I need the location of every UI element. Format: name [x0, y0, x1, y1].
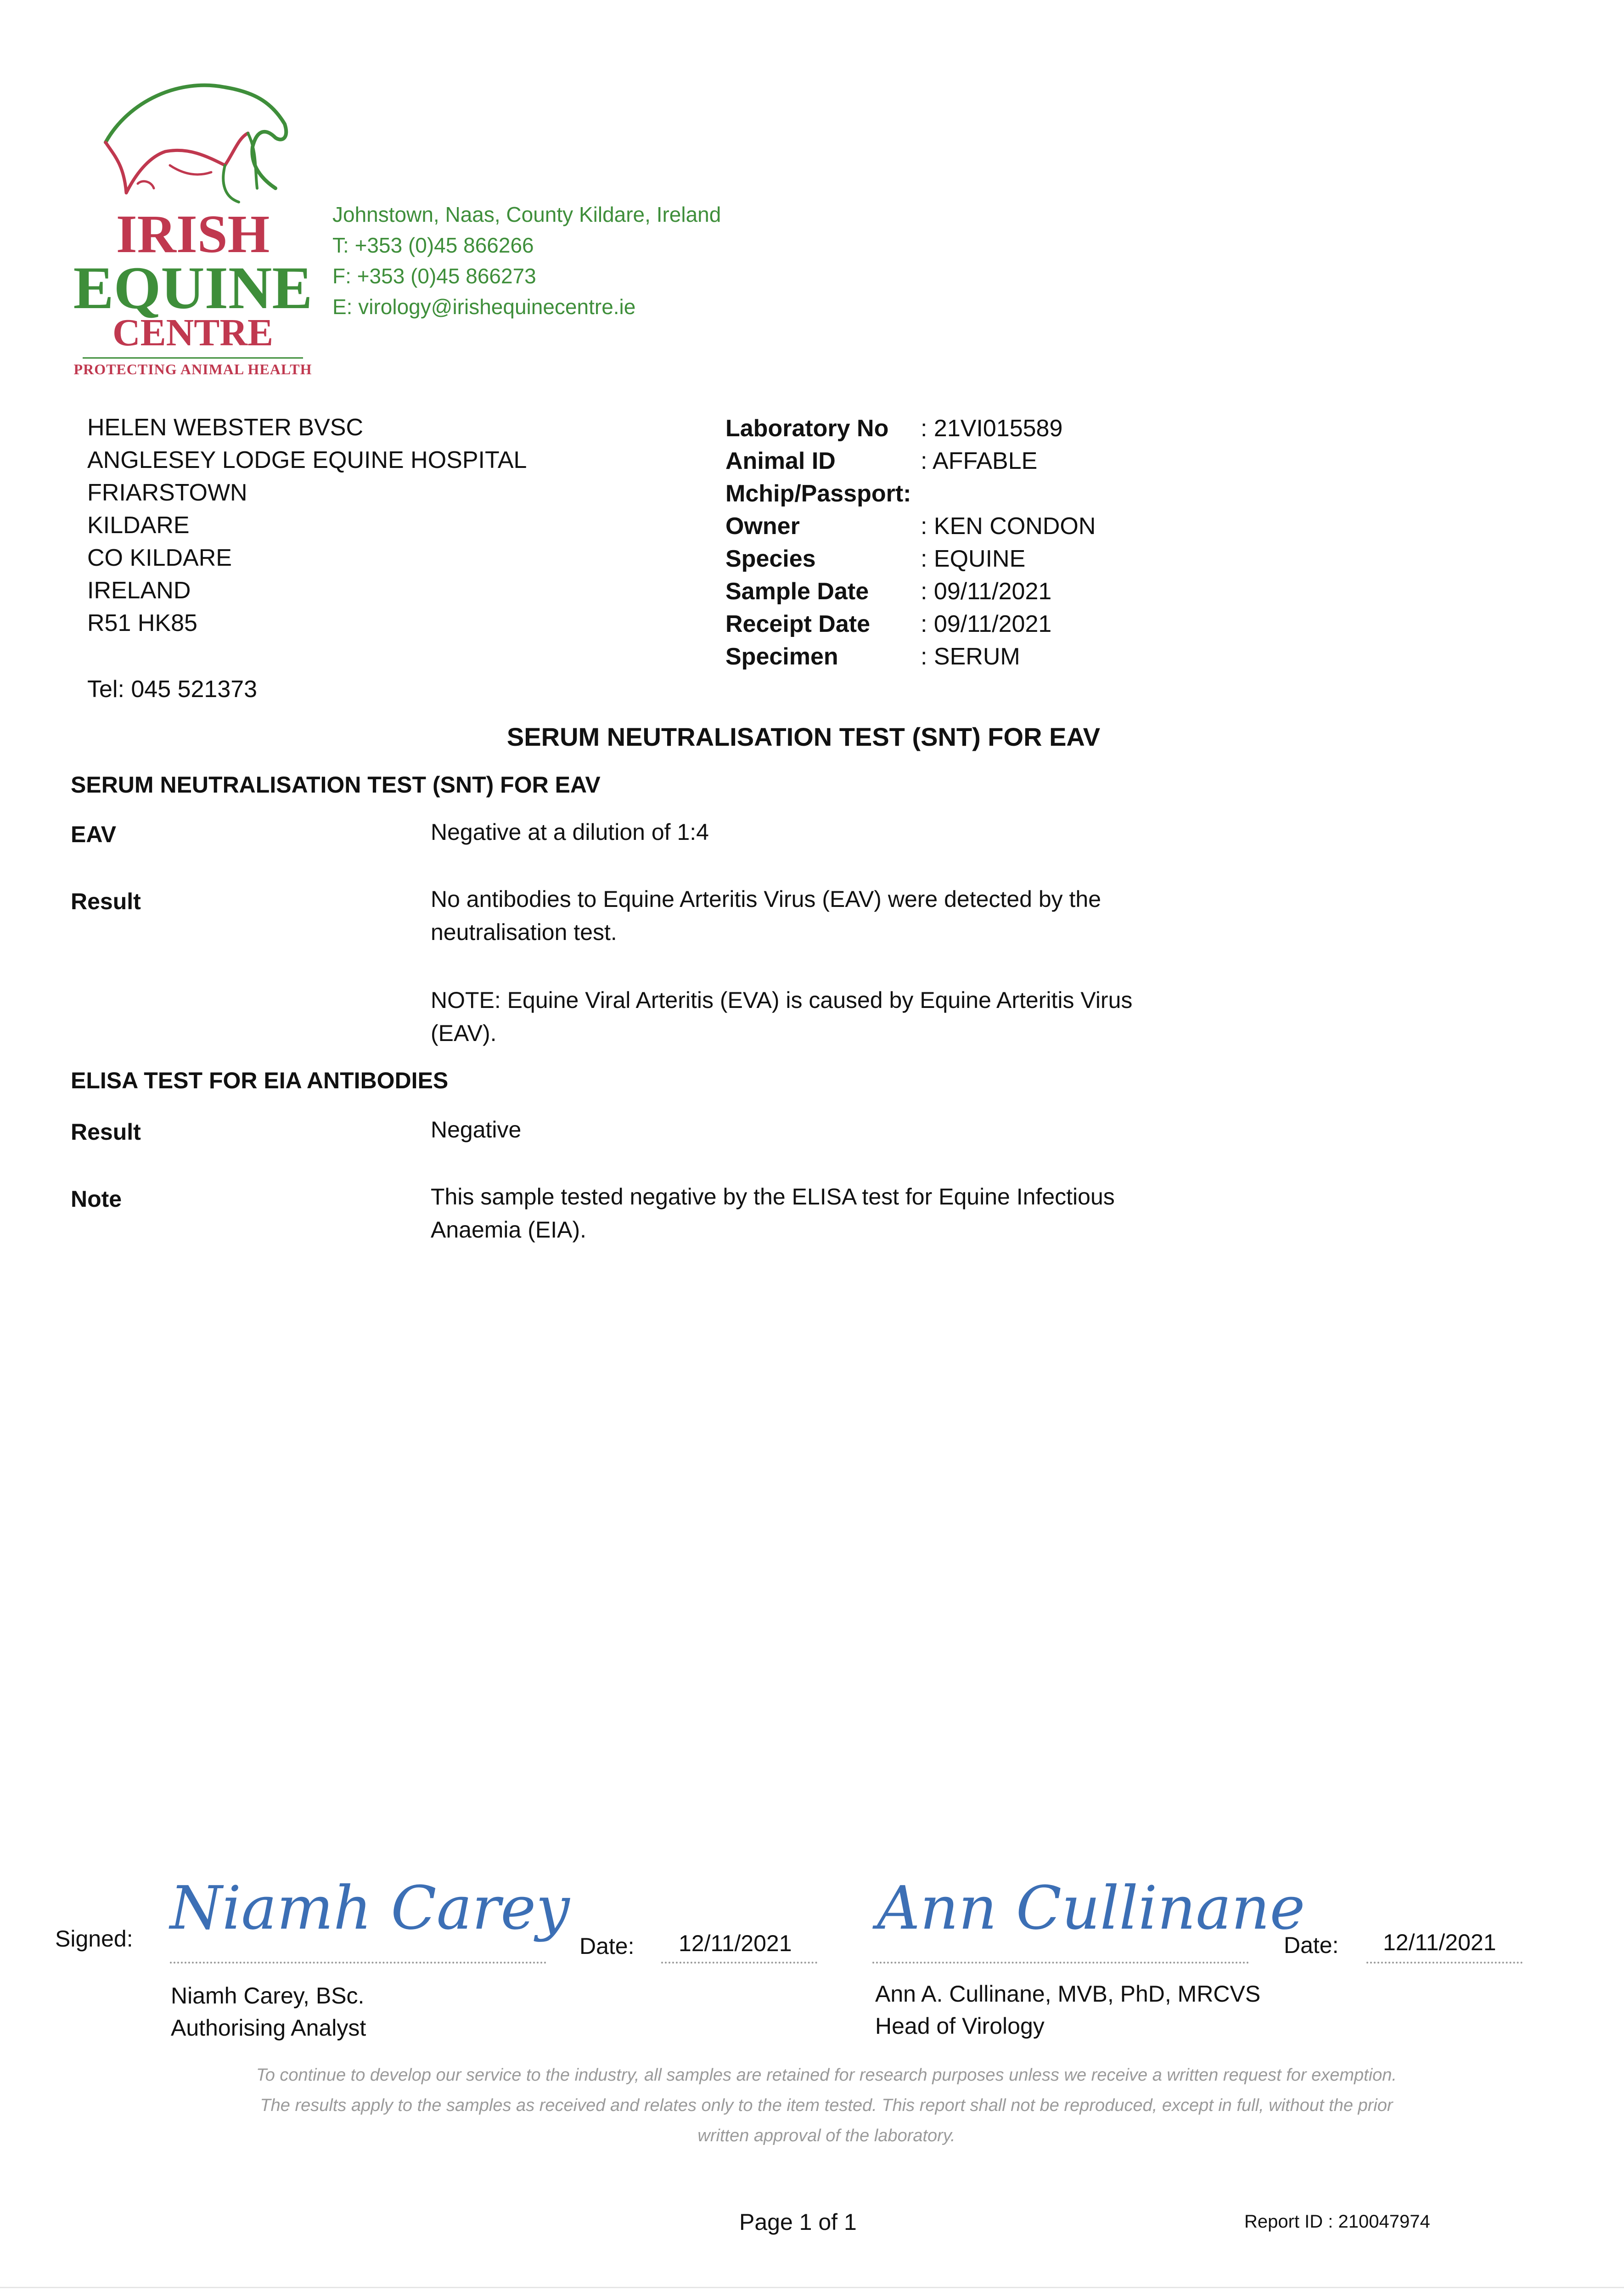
signature-niamh-carey: Niamh Carey [170, 1873, 570, 1943]
elisa-note-label: Note [71, 1186, 122, 1212]
info-label: Owner [725, 513, 800, 540]
report-id: Report ID : 210047974 [1244, 2212, 1430, 2232]
elisa-note-line: Anaemia (EIA). [431, 1217, 587, 1243]
snt-eav-label: EAV [71, 822, 117, 847]
date-line-1 [661, 1962, 817, 1964]
fax-label: F: [332, 264, 351, 288]
recipient-line: IRELAND [87, 577, 191, 604]
info-row-specimen [725, 641, 1096, 673]
recipient-line: HELEN WEBSTER BVSC [87, 414, 364, 441]
elisa-result-label: Result [71, 1119, 141, 1145]
sig1-name: Niamh Carey, BSc. [171, 1983, 365, 2009]
sig2-name: Ann A. Cullinane, MVB, PhD, MRCVS [875, 1981, 1261, 2007]
info-label: Laboratory No [725, 415, 889, 442]
contact-email: virology@irishequinecentre.ie [358, 295, 636, 319]
sig1-date-label: Date: [579, 1933, 635, 1959]
info-label: Sample Date [725, 578, 869, 605]
snt-heading: SERUM NEUTRALISATION TEST (SNT) FOR EAV [71, 772, 601, 798]
contact-fax-row [332, 261, 721, 292]
logo-tagline: PROTECTING ANIMAL HEALTH [73, 361, 312, 377]
info-row-lab-no [725, 412, 1096, 445]
contact-phone-row [332, 230, 721, 261]
info-row-mchip [725, 478, 1096, 510]
snt-result-label: Result [71, 889, 141, 914]
disclaimer-line: To continue to develop our service to the industry, all samples are retained for research purposes unless we receive a written request for exemption. [256, 2065, 1397, 2085]
snt-note-line: NOTE: Equine Viral Arteritis (EVA) is caused by Equine Arteritis Virus [431, 987, 1133, 1013]
date-line-2 [1366, 1962, 1523, 1964]
elisa-note-line: This sample tested negative by the ELISA test for Equine Infectious [431, 1184, 1115, 1210]
logo-word-equine: EQUINE [73, 254, 313, 321]
logo [73, 73, 312, 386]
bottom-rule [0, 2287, 1624, 2288]
page-number: Page 1 of 1 [739, 2209, 857, 2235]
recipient-line: CO KILDARE [87, 545, 232, 571]
info-label: Animal ID [725, 448, 836, 474]
sample-info [725, 412, 1096, 673]
sig2-date-label: Date: [1284, 1932, 1339, 1958]
info-label: Mchip/Passport: [725, 480, 911, 507]
snt-result-line: No antibodies to Equine Arteritis Virus (EAV) were detected by the [431, 886, 1101, 912]
contact-fax: +353 (0)45 866273 [357, 264, 536, 288]
report-title: SERUM NEUTRALISATION TEST (SNT) FOR EAV [506, 722, 1101, 751]
info-row-animal-id [725, 445, 1096, 478]
recipient-tel: Tel: 045 521373 [87, 676, 258, 703]
disclaimer-line: The results apply to the samples as received and relates only to the item tested. This report shall not be reproduced, except in full, without the prior [260, 2096, 1393, 2115]
info-value: : 09/11/2021 [921, 578, 1052, 605]
info-value: : KEN CONDON [921, 513, 1096, 540]
info-row-sample-date [725, 575, 1096, 608]
sig2-title: Head of Virology [875, 2013, 1045, 2039]
logo-divider [83, 357, 303, 359]
info-value: : 09/11/2021 [921, 611, 1052, 637]
info-value: : AFFABLE [921, 448, 1038, 474]
logo-word-irish: IRISH [116, 204, 270, 264]
elisa-result-value: Negative [431, 1117, 522, 1142]
snt-note-line: (EAV). [431, 1020, 497, 1046]
info-value: : EQUINE [921, 546, 1026, 572]
snt-note-text [431, 984, 1132, 1050]
signed-label: Signed: [55, 1926, 133, 1952]
recipient-line: R51 HK85 [87, 610, 197, 636]
recipient-line: FRIARSTOWN [87, 479, 247, 506]
elisa-heading: ELISA TEST FOR EIA ANTIBODIES [71, 1068, 449, 1093]
recipient-line: ANGLESEY LODGE EQUINE HOSPITAL [87, 447, 527, 473]
phone-label: T: [332, 233, 349, 257]
snt-eav-value: Negative at a dilution of 1:4 [431, 819, 709, 845]
disclaimer [101, 2060, 1552, 2151]
elisa-note-text [431, 1180, 1115, 1246]
signature-ann-cullinane: Ann Cullinane [877, 1873, 1305, 1943]
snt-result-line: neutralisation test. [431, 919, 617, 945]
signature-line-2 [872, 1962, 1249, 1964]
horse-logo-icon [73, 73, 312, 211]
recipient-line: KILDARE [87, 512, 190, 539]
email-label: E: [332, 295, 353, 319]
sig1-title: Authorising Analyst [171, 2015, 366, 2041]
info-row-receipt-date [725, 608, 1096, 641]
info-row-species [725, 543, 1096, 575]
recipient-address [87, 411, 527, 640]
contact-block [332, 199, 721, 322]
contact-email-row [332, 292, 721, 322]
logo-word-centre: CENTRE [112, 311, 274, 354]
contact-address: Johnstown, Naas, County Kildare, Ireland [332, 203, 721, 226]
sig2-date: 12/11/2021 [1383, 1930, 1496, 1955]
signature-line-1 [170, 1962, 546, 1964]
info-value: : SERUM [921, 643, 1020, 670]
sig1-date: 12/11/2021 [679, 1930, 792, 1956]
snt-result-text [431, 883, 1101, 949]
info-label: Species [725, 546, 816, 572]
info-label: Receipt Date [725, 611, 870, 637]
info-row-owner [725, 510, 1096, 543]
info-label: Specimen [725, 643, 838, 670]
info-value: : 21VI015589 [921, 415, 1063, 442]
contact-phone: +353 (0)45 866266 [354, 233, 534, 257]
disclaimer-line: written approval of the laboratory. [697, 2126, 955, 2145]
